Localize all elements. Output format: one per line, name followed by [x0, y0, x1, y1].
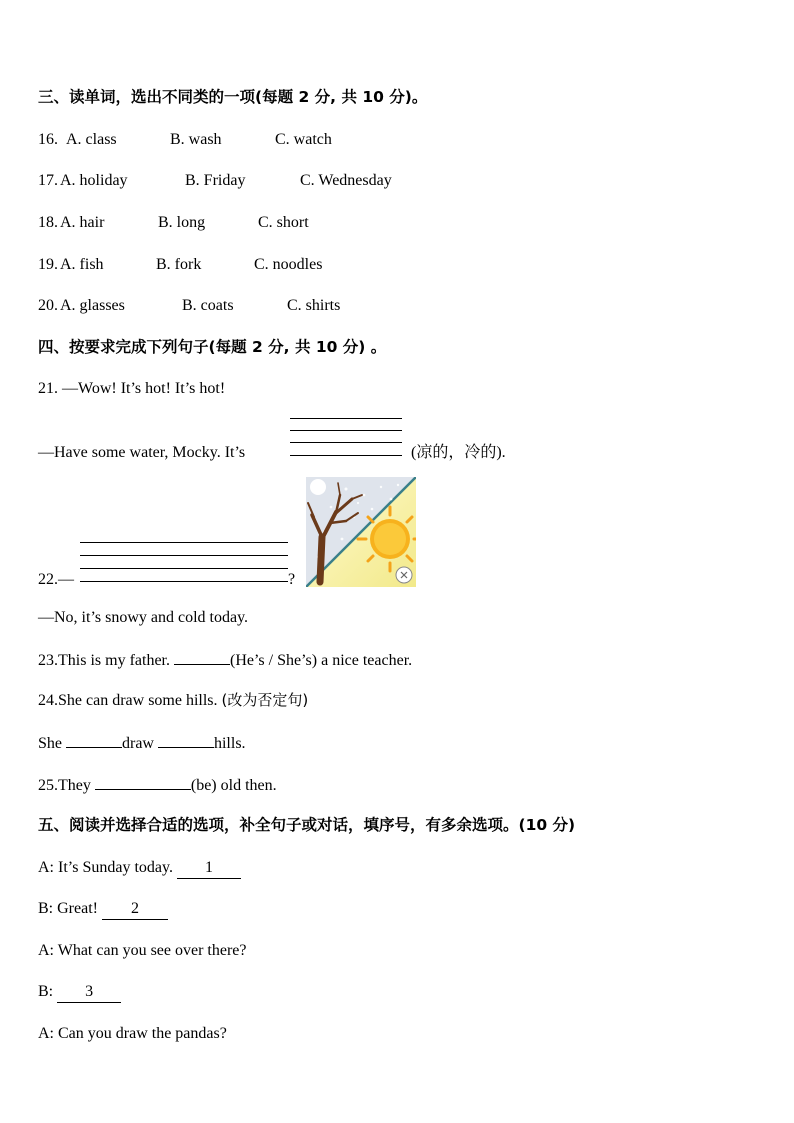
q22-suffix: ?	[288, 571, 296, 588]
q20-option-b: B. coats	[182, 297, 234, 314]
dialogue-line-3: A: What can you see over there?	[38, 942, 247, 959]
dialogue-line-2	[38, 899, 168, 920]
q22-answer: —No, it’s snowy and cold today.	[38, 609, 249, 626]
q22-answer-line-4[interactable]	[80, 581, 288, 582]
q19-option-a: A. fish	[60, 256, 104, 273]
q24-blank-1[interactable]	[66, 733, 122, 748]
question-18	[38, 213, 309, 233]
q19-number: 19.	[38, 256, 58, 273]
q21-answer-line-2[interactable]	[290, 430, 402, 431]
section3-heading: 三、读单词，选出不同类的一项(每题 2 分, 共 10 分)。	[38, 88, 428, 106]
q18-number: 18.	[38, 214, 58, 231]
q17-option-a: A. holiday	[60, 172, 128, 189]
q21-answer-line-1[interactable]	[290, 418, 402, 419]
q24-word-she: She	[38, 735, 62, 752]
question-16	[38, 130, 332, 150]
dialogue-line-4	[38, 982, 121, 1003]
section5-heading: 五、阅读并选择合适的选项，补全句子或对话，填序号，有多余选项。(10 分)	[38, 816, 576, 834]
q24-word-hills: hills.	[213, 735, 246, 752]
q20-option-a: A. glasses	[60, 297, 125, 314]
q22-answer-line-2[interactable]	[80, 555, 288, 556]
q18-option-b: B. long	[158, 214, 206, 231]
q17-option-c: C. Wednesday	[300, 172, 392, 189]
q24-answer-line	[38, 733, 246, 754]
section4-heading: 四、按要求完成下列句子(每题 2 分, 共 10 分) 。	[38, 338, 387, 356]
q23-blank[interactable]	[174, 650, 230, 665]
q21-line2-hint: (凉的，冷的).	[411, 444, 506, 461]
q22-prefix: 22.—	[38, 571, 74, 588]
q22-line	[38, 570, 296, 590]
dialogue-line-2-text: B: Great!	[38, 900, 98, 917]
dialogue-blank-3[interactable]: 3	[57, 982, 121, 1003]
q20-option-c: C. shirts	[287, 297, 341, 314]
q16-option-b: B. wash	[170, 131, 222, 148]
q23-suffix: (He’s / She’s) a nice teacher.	[229, 652, 413, 669]
q16-number: 16.	[38, 131, 58, 148]
q24-word-draw: draw	[122, 735, 154, 752]
q23-prefix: 23.This is my father.	[38, 652, 170, 669]
dialogue-blank-1[interactable]: 1	[177, 858, 241, 879]
q18-option-a: A. hair	[60, 214, 105, 231]
q16-option-c: C. watch	[275, 131, 332, 148]
q25-prefix: 25.They	[38, 777, 91, 794]
q19-option-b: B. fork	[156, 256, 202, 273]
question-23	[38, 650, 412, 671]
q17-number: 17.	[38, 172, 58, 189]
q21-answer-line-3[interactable]	[290, 442, 402, 443]
dialogue-line-4-text: B:	[38, 983, 54, 1000]
q21-answer-line-4[interactable]	[290, 455, 402, 456]
dialogue-line-1-text: A: It’s Sunday today.	[38, 859, 173, 876]
question-19	[38, 255, 323, 275]
question-24	[38, 690, 308, 711]
weather-picture	[306, 477, 416, 587]
q17-option-b: B. Friday	[185, 172, 246, 189]
winter-summer-image	[306, 477, 416, 587]
dialogue-line-1	[38, 858, 241, 879]
dialogue-blank-2[interactable]: 2	[102, 899, 168, 920]
q24-blank-2[interactable]	[158, 733, 214, 748]
question-20	[38, 296, 341, 316]
q22-answer-line-1[interactable]	[80, 542, 288, 543]
q21-line2-prefix: —Have some water, Mocky. It’s	[38, 444, 246, 461]
q21-line2	[38, 443, 506, 463]
q16-option-a: A. class	[66, 131, 117, 148]
q22-answer-line-3[interactable]	[80, 568, 288, 569]
q19-option-c: C. noodles	[254, 256, 323, 273]
q18-option-c: C. short	[258, 214, 309, 231]
q25-blank[interactable]	[95, 775, 191, 790]
question-25	[38, 775, 277, 796]
q24-sentence: 24.She can draw some hills.	[38, 692, 218, 709]
dialogue-line-5: A: Can you draw the pandas?	[38, 1025, 227, 1042]
q20-number: 20.	[38, 297, 58, 314]
q25-suffix: (be) old then.	[190, 777, 277, 794]
question-17	[38, 171, 392, 191]
q24-instruction: (改为否定句)	[221, 691, 309, 709]
q21-line1: 21. —Wow! It’s hot! It’s hot!	[38, 380, 226, 397]
moon-shape	[310, 479, 326, 495]
